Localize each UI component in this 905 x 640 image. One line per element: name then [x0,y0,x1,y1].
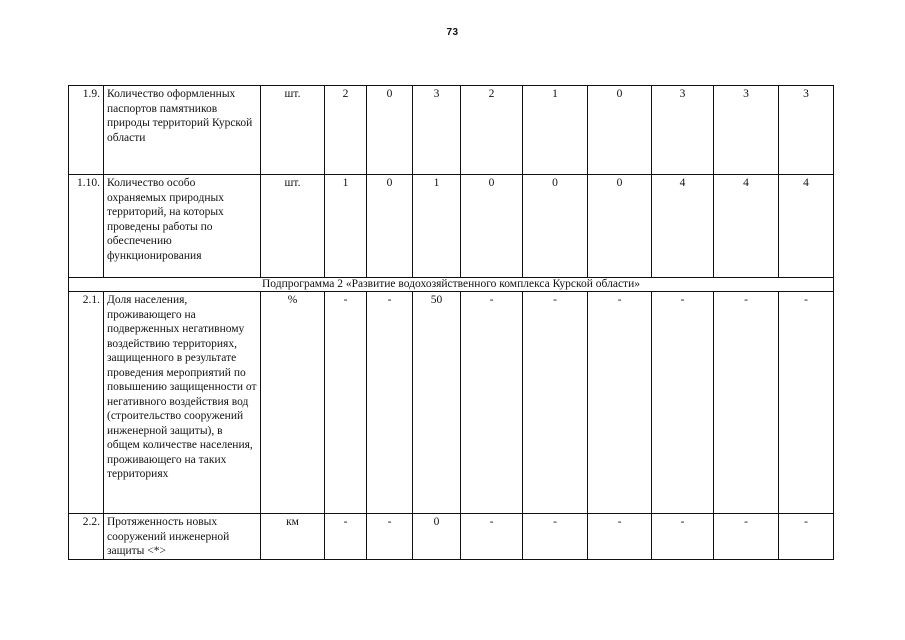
subprogram-heading-row [69,278,834,292]
value-cell: - [714,292,779,514]
table-row [69,175,834,278]
value-cell: 0 [588,86,652,175]
indicator-name: Протяженность новых сооружений инженерной защиты <*> [104,514,261,560]
value-cell: 0 [367,86,413,175]
value-cell: 0 [413,514,461,560]
value-cell: - [461,514,523,560]
value-cell: 0 [588,175,652,278]
table-row [69,292,834,514]
value-cell: 4 [714,175,779,278]
table-row [69,86,834,175]
row-number: 2.2. [69,514,104,560]
value-cell: 1 [523,86,588,175]
value-cell: 2 [325,86,367,175]
value-cell: 0 [461,175,523,278]
unit-cell: % [261,292,325,514]
value-cell: - [652,514,714,560]
value-cell: 3 [413,86,461,175]
unit-cell: шт. [261,86,325,175]
unit-cell: шт. [261,175,325,278]
row-number: 1.9. [69,86,104,175]
indicator-name: Количество оформленных паспортов памятников природы территорий Курской области [104,86,261,175]
value-cell: 3 [779,86,834,175]
value-cell: 2 [461,86,523,175]
value-cell: 0 [523,175,588,278]
value-cell: 4 [779,175,834,278]
row-number: 1.10. [69,175,104,278]
value-cell: - [367,514,413,560]
value-cell: - [779,292,834,514]
unit-cell: км [261,514,325,560]
value-cell: 1 [325,175,367,278]
page-number: 73 [446,27,459,38]
value-cell: 3 [714,86,779,175]
value-cell: - [325,514,367,560]
value-cell: - [461,292,523,514]
value-cell: 4 [652,175,714,278]
value-cell: - [588,514,652,560]
subprogram-title: Подпрограмма 2 «Развитие водохозяйственного комплекса Курской области» [69,278,834,292]
row-number: 2.1. [69,292,104,514]
value-cell: 3 [652,86,714,175]
value-cell: 0 [367,175,413,278]
value-cell: - [523,514,588,560]
indicator-name: Доля населения, проживающего на подверженных негативному воздействию территориях, защищенного в результате проведения мероприятий по повышению защищенности от негативного воздействия вод (строительство сооружений инженерной защиты), в общем количестве населения, проживающего на таких территориях [104,292,261,514]
value-cell: - [325,292,367,514]
value-cell: - [714,514,779,560]
value-cell: 50 [413,292,461,514]
value-cell: - [652,292,714,514]
indicators-table [68,85,834,560]
value-cell: 1 [413,175,461,278]
value-cell: - [588,292,652,514]
value-cell: - [779,514,834,560]
table-row [69,514,834,560]
indicator-name: Количество особо охраняемых природных территорий, на которых проведены работы по обеспечению функционирования [104,175,261,278]
value-cell: - [523,292,588,514]
value-cell: - [367,292,413,514]
